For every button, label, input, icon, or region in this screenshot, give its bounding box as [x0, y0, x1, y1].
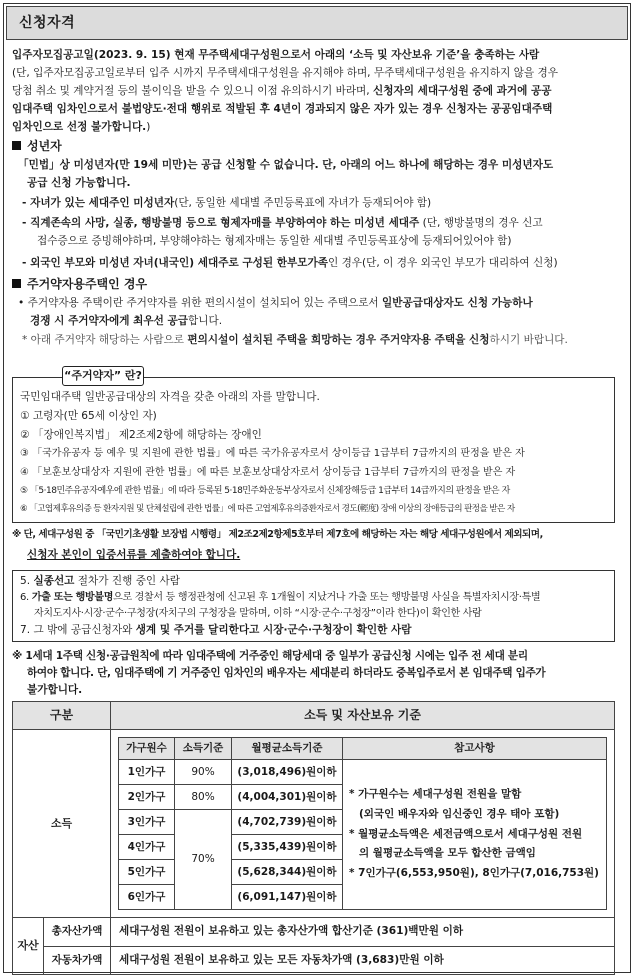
exclusion-item-7 [20, 623, 411, 638]
income-label [13, 730, 111, 918]
col-division: 구분 [13, 702, 111, 730]
exclusion-item-6 [20, 591, 540, 605]
adult-item-2-bold: - 직계존속의 사망, 실종, 행방불명 등으로 형제자매를 부양하여야 하는 미성년 세대주 [22, 217, 420, 229]
income-1: (3,018,496)원이하 [232, 760, 343, 785]
elderly-para-2 [30, 314, 222, 329]
members-6: 6인가구 [119, 885, 175, 910]
exception-line-1: ※ 단, 세대구성원 중 「국민기초생활 보장법 시행령」 제2조2제2항제5호부터 제7호에 해당하는 자는 해당 세대구성원에서 제외되며, [12, 529, 543, 540]
exclusion-item-6-bold: 가출 또는 행방불명 [31, 592, 114, 603]
household-note-3: 불가합니다. [27, 684, 83, 696]
exclusion-item-5-text: 절차가 진행 중인 사람 [74, 575, 180, 587]
exclusion-item-6-num: 6. [20, 592, 32, 603]
ref-5: * 7인가구(6,553,950원), 8인가구(7,016,753원) [349, 867, 599, 880]
income-cell [111, 730, 615, 918]
square-bullet-icon [12, 279, 21, 288]
elderly-heading [12, 276, 147, 293]
weak-box-item-5: ⑤ 「5·18민주유공자예우에 관한 법률」에 따라 등록된 5·18민주화운동부상자로서 신체장해등급 1급부터 14급까지의 판정을 받은 자 [20, 486, 510, 496]
elderly-para-2-bold: 경쟁 시 주거약자에게 최우선 공급 [30, 315, 189, 327]
income-label-text: 소득 [50, 816, 73, 830]
ref-cell [343, 760, 607, 910]
h-ref: 참고사항 [343, 738, 607, 760]
weak-box-item-2: ② 「장애인복지법」 제2조제2항에 해당하는 장애인 [20, 429, 262, 441]
income-table [118, 737, 607, 910]
exception-line-2: 신청자 본인이 입증서류를 제출하여야 합니다. [27, 549, 241, 561]
household-note-2: 하여야 합니다. 단, 임대주택에 기 거주중인 임차인의 배우자는 세대분리 하더라도 중복입주로서 본 임대주택 입주가 [27, 667, 546, 679]
criteria-table [12, 701, 615, 975]
intro-line-5 [12, 120, 150, 135]
members-4: 4인가구 [119, 835, 175, 860]
ref-3: * 월평균소득액은 세전금액으로서 세대구성원 전원 [349, 827, 583, 840]
adult-item-3-text: 인 경우(단, 이 경우 외국인 부모가 대리하여 신청) [327, 257, 558, 269]
h-monthly: 월평균소득기준 [232, 738, 343, 760]
household-note-1: ※ 1세대 1주택 신청·공급원칙에 따라 임대주택에 거주중인 해당세대 중 일부가 공급신청 시에는 입주 전 세대 분리 [12, 650, 528, 662]
intro-line-5-bold: 임차인으로 선정 불가합니다. [12, 121, 147, 133]
asset-label-table [13, 918, 110, 974]
total-asset-value: 세대구성원 전원이 보유하고 있는 총자산가액 합산기준 (361)백만원 이하 [111, 918, 615, 947]
members-1: 1인가구 [119, 760, 175, 785]
adult-item-1-text: (단, 동일한 세대별 주민등록표에 자녀가 등재되어야 함) [174, 197, 432, 209]
adult-item-3 [22, 256, 558, 271]
section-header [6, 6, 628, 40]
square-bullet-icon [12, 141, 21, 150]
adult-para-2: 공급 신청 가능합니다. [27, 177, 131, 189]
elderly-para-1-text: • 주거약자용 주택이란 주거약자를 위한 편의시설이 설치되어 있는 주택으로서 [18, 297, 383, 309]
elderly-note [22, 333, 568, 348]
ratio-2: 80% [175, 785, 232, 810]
elderly-note-text: * 아래 주거약자 해당하는 사람으로 [22, 334, 188, 346]
ref-2: (외국인 배우자와 임신중인 경우 태아 포함) [359, 807, 560, 820]
weak-box-item-1: ① 고령자(만 65세 이상인 자) [20, 410, 157, 422]
intro-line-1: 입주자모집공고일(2023. 9. 15) 현재 무주택세대구성원으로서 아래의 ‘소득 및 자산보유 기준’을 충족하는 사람 [12, 49, 540, 61]
income-3: (4,702,739)원이하 [232, 810, 343, 835]
adult-item-2 [22, 216, 543, 231]
weak-box-intro: 국민임대주택 일반공급대상의 자격을 갖춘 아래의 자를 말합니다. [20, 391, 320, 403]
exclusion-item-6-text: 으로 경찰서 등 행정관청에 신고된 후 1개월이 지났거나 가출 또는 행방불명 사실을 특별자치시장·특별 [113, 592, 541, 603]
intro-line-3 [12, 84, 552, 99]
income-2: (4,004,301)원이하 [232, 785, 343, 810]
members-3: 3인가구 [119, 810, 175, 835]
adult-item-2-cont: 접수증으로 증빙해야하며, 부양해야하는 형제자매는 동일한 세대별 주민등록표상에 등재되어있어야 함) [37, 235, 512, 247]
exclusion-item-7-text: 7. 그 밖에 공급신청자와 [20, 624, 136, 636]
weak-person-tag: “주거약자” 란? [62, 366, 144, 386]
exclusion-item-7-bold: 생계 및 주거를 달리한다고 시장·군수·구청장이 확인한 사람 [135, 624, 412, 636]
col-criteria: 소득 및 자산보유 기준 [111, 702, 615, 730]
adult-item-1 [22, 196, 431, 211]
intro-line-2: (단, 입주자모집공고일로부터 입주 시까지 무주택세대구성원을 유지해야 하며, 무주택세대구성원을 유지하지 않을 경우 [12, 67, 558, 79]
adult-item-1-bold: - 자녀가 있는 세대주인 미성년자 [22, 197, 175, 209]
weak-box-item-3: ③ 「국가유공자 등 예우 및 지원에 관한 법률」에 따른 국가유공자로서 상이등급 1급부터 7급까지의 판정을 받은 자 [20, 448, 525, 459]
exclusion-item-5-bold: 실종선고 [33, 575, 75, 587]
h-ratio: 소득기준 [175, 738, 232, 760]
weak-box-item-6: ⑥ 「고엽제후유의증 등 환자지원 및 단체설립에 관한 법률」에 따른 고엽제후유의증환자로서 경도(輕度) 장애 이상의 장애등급의 판정을 받은 자 [20, 504, 515, 514]
intro-line-3-bold: 신청자의 세대구성원 중에 과거에 공공 [373, 85, 552, 97]
car-value: 세대구성원 전원이 보유하고 있는 모든 자동차가액 (3,683)만원 이하 [111, 946, 615, 975]
members-2: 2인가구 [119, 785, 175, 810]
elderly-note-bold: 편의시설이 설치된 주택을 희망하는 경우 주거약자용 주택을 신청 [187, 334, 490, 346]
ref-1: * 가구원수는 세대구성원 전원을 말함 [349, 787, 522, 800]
asset-cell [13, 918, 111, 975]
adult-heading [12, 138, 62, 155]
elderly-para-2-text: 합니다. [188, 315, 223, 327]
income-4: (5,335,439)원이하 [232, 835, 343, 860]
elderly-para-1-bold: 일반공급대상자도 신청 가능하나 [382, 297, 533, 309]
car-label: 자동차가액 [51, 953, 103, 966]
elderly-para-1 [18, 296, 533, 311]
total-asset-label: 총자산가액 [44, 918, 111, 946]
intro-line-5-end: ) [146, 121, 151, 133]
intro-line-4: 임대주택 임차인으로서 불법양도·전대 행위로 적발된 후 4년이 경과되지 않은 자가 있는 경우 신청자는 공공임대주택 [12, 103, 553, 115]
asset-label: 자산 [13, 918, 44, 974]
income-5: (5,628,344)원이하 [232, 860, 343, 885]
elderly-title: 주거약자용주택인 경우 [27, 277, 148, 291]
adult-item-2-text: (단, 행방불명의 경우 신고 [419, 217, 543, 229]
weak-box-item-4: ④ 「보훈보상대상자 지원에 관한 법률」에 따른 보훈보상대상자로서 상이등급 1급부터 7급까지의 판정을 받은 자 [20, 467, 516, 478]
exclusion-item-6-cont: 자치도지사·시장·군수·구청장(자치구의 구청장을 말하며, 이하 “시장·군수·구청장”이라 한다)이 확인한 사람 [34, 608, 482, 619]
section-title: 신청자격 [19, 15, 76, 31]
intro-line-3-text: 당첨 취소 및 계약거절 등의 불이익을 받을 수 있으니 이점 유의하시기 바라며, [12, 85, 374, 97]
ratio-3: 70% [175, 810, 232, 910]
adult-para-1: 「민법」상 미성년자(만 19세 미만)는 공급 신청할 수 없습니다. 단, 아래의 어느 하나에 해당하는 경우 미성년자도 [18, 159, 554, 171]
adult-title: 성년자 [27, 139, 62, 153]
exclusion-item-5-num: 5. [20, 575, 34, 587]
ratio-1: 90% [175, 760, 232, 785]
elderly-note-end: 하시기 바랍니다. [489, 334, 568, 346]
adult-item-3-bold: - 외국인 부모와 미성년 자녀(내국인) 세대주로 구성된 한부모가족 [22, 257, 328, 269]
members-5: 5인가구 [119, 860, 175, 885]
income-6: (6,091,147)원이하 [232, 885, 343, 910]
h-members: 가구원수 [119, 738, 175, 760]
ref-4: 의 월평균소득액을 모두 합산한 금액임 [359, 847, 536, 860]
exclusion-item-5 [20, 574, 180, 589]
